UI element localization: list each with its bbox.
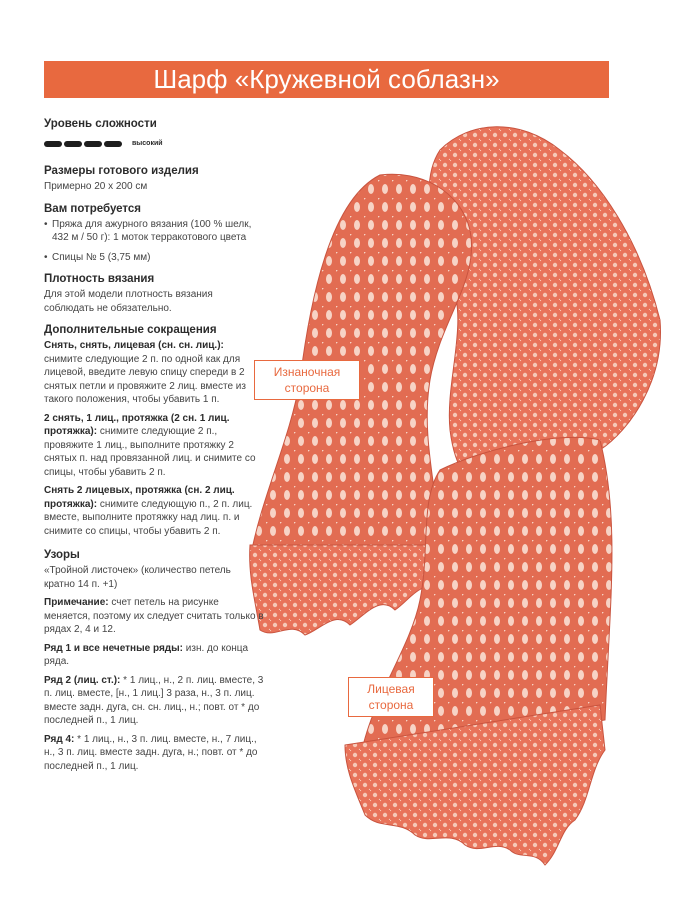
callout-right-side: Лицевая сторона — [348, 677, 434, 717]
patterns-heading: Узоры — [44, 549, 80, 561]
size-text: Примерно 20 х 200 см — [44, 181, 148, 192]
gauge-text: Для этой модели плотность вязания соблюдать не обязательно. — [44, 289, 213, 314]
materials-item: • Спицы № 5 (3,75 мм) — [44, 251, 264, 265]
difficulty-meter — [44, 140, 264, 147]
level-segment — [84, 141, 102, 147]
scarf-left-edge — [250, 545, 440, 635]
level-segment — [104, 141, 122, 147]
level-segment — [44, 141, 62, 147]
pattern-row: Ряд 4: * 1 лиц., н., 3 п. лиц. вместе, н., 7 лиц., н., 3 п. лиц. вместе задн. дуга, н.; повт. от * до последней п., 1 лиц. — [44, 733, 258, 772]
abbr-item: 2 снять, 1 лиц., протяжка (2 сн. 1 лиц. протяжка): снимите следующие 2 п., провяжите 1 лиц., выполните протяжку 2 снятых п. над провязанной лиц. и снимите со спицы, чтобы убавить 2 п. — [44, 412, 256, 478]
materials-item: • Пряжа для ажурного вязания (100 % шелк, 432 м / 50 г): 1 моток терракотового цвета — [44, 218, 264, 245]
callout-wrong-side: Изнаночная сторона — [254, 360, 360, 400]
instructions-column — [44, 118, 264, 778]
pattern-row: Ряд 2 (лиц. ст.): * 1 лиц., н., 2 п. лиц. вместе, 3 п. лиц. вместе, [н., 1 лиц.] 3 раза, н., 3 п. лиц. вместе задн. дуга, сн. сн. лиц., н.; повт. от * до последней п., 1 лиц. — [44, 674, 264, 726]
pattern-row: Ряд 1 и все нечетные ряды: изн. до конца ряда. — [44, 642, 249, 667]
size-heading: Размеры готового изделия — [44, 165, 199, 177]
level-value: высокий — [132, 140, 163, 147]
abbr-heading: Дополнительные сокращения — [44, 324, 217, 336]
abbr-item: Снять 2 лицевых, протяжка (сн. 2 лиц. протяжка): снимите следующую п., 2 п. лиц. вместе, выполните протяжку над лиц. п. и снимите со спицы, чтобы убавить 2 п. — [44, 485, 253, 537]
page-title: Шарф «Кружевной соблазн» — [153, 64, 500, 94]
abbr-item: Снять, снять, лицевая (сн. сн. лиц.): снимите следующие 2 п. по одной как для лицевой, введите левую спицу спереди в 2 снятых петли и провяжите 2 лиц. вместе из такого положения, чтобы убавить 1 п. — [44, 340, 246, 405]
scarf-neck-section — [429, 127, 660, 483]
level-heading: Уровень сложности — [44, 118, 157, 130]
patterns-note: Примечание: счет петель на рисунке меняется, поэтому их следует считать только в рядах 2, 4 и 12. — [44, 597, 264, 635]
gauge-heading: Плотность вязания — [44, 273, 155, 285]
patterns-intro: «Тройной листочек» (количество петель кратно 14 п. +1) — [44, 565, 231, 590]
level-segment — [64, 141, 82, 147]
materials-heading: Вам потребуется — [44, 202, 142, 215]
